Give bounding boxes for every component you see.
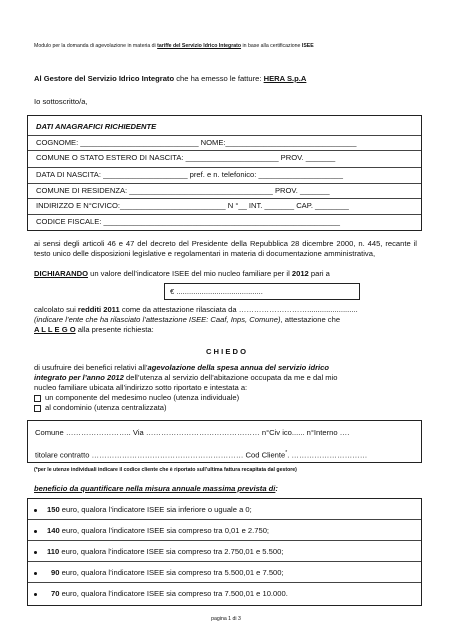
cognome-nome-field[interactable]: COGNOME: ____________________________ NOME:_______________________________ bbox=[36, 138, 357, 147]
divider bbox=[28, 561, 421, 562]
divider bbox=[28, 214, 421, 215]
data-nascita-field[interactable]: DATA DI NASCITA: ____________________ pref. e n. telefonico: ____________________ bbox=[36, 170, 343, 179]
codice-fiscale-field[interactable]: CODICE FISCALE: ________________________________________________________ bbox=[36, 217, 341, 226]
recipient-line: Al Gestore del Servizio Idrico Integrato che ha emesso le fatture: HERA S.p.A bbox=[34, 74, 307, 83]
chiedo-heading: C H I E D O bbox=[205, 347, 247, 356]
option-individuale[interactable]: un componente del medesimo nucleo (utenza individuale) bbox=[34, 393, 239, 403]
utenza-box bbox=[27, 420, 422, 463]
bullet-icon bbox=[34, 593, 37, 596]
declarant-text: Io sottoscritto/a, bbox=[34, 97, 88, 106]
bullet-icon bbox=[34, 551, 37, 554]
bullet-icon bbox=[34, 530, 37, 533]
comune-residenza-field[interactable]: COMUNE DI RESIDENZA: __________________________________ PROV. _______ bbox=[36, 186, 330, 195]
divider bbox=[28, 135, 421, 136]
page-number: pagina 1 di 3 bbox=[211, 616, 241, 622]
option-condominio[interactable]: al condominio (utenza centralizzata) bbox=[34, 403, 167, 413]
benefit-row: 110 euro, qualora l’indicatore ISEE sia compreso tra 2.750,01 e 5.500; bbox=[34, 547, 283, 557]
legal-paragraph: ai sensi degli articoli 46 e 47 del decreto del Presidente della Repubblica 28 dicembre 2000, n. 445, recante il testo unico delle disposizioni legislative e regolamentari in materia di documentazione amministrativa, bbox=[34, 239, 417, 258]
divider bbox=[28, 183, 421, 184]
dichiarando-line: DICHIARANDO un valore dell’indicatore ISEE del mio nucleo familiare per il 2012 pari a bbox=[34, 269, 330, 278]
form-header: Modulo per la domanda di agevolazione in materia di tariffe del Servizio Idrico Integrato in base alla certificazione ISEE bbox=[34, 43, 314, 49]
beneficio-heading: beneficio da quantificare nella misura annuale massima prevista di: bbox=[34, 484, 278, 493]
comune-via-field[interactable]: Comune …………………….. Via ……………………………………… n°Civ ico...... n°Interno …. bbox=[35, 428, 350, 437]
divider bbox=[28, 198, 421, 199]
divider bbox=[28, 582, 421, 583]
divider bbox=[28, 540, 421, 541]
checkbox-condominio[interactable] bbox=[34, 405, 41, 412]
redditi-line: calcolato sui redditi 2011 come da attestazione rilasciata da ………………………........................ bbox=[34, 305, 358, 314]
request-line-3: nucleo familiare ubicata all’indirizzo sotto riportato e intestata a: bbox=[34, 383, 248, 392]
benefit-row: 140 euro, qualora l’indicatore ISEE sia compreso tra 0,01 e 2.750; bbox=[34, 526, 269, 536]
divider bbox=[28, 150, 421, 151]
allego-line: A L L E G O alla presente richiesta: bbox=[34, 325, 154, 334]
comune-nascita-field[interactable]: COMUNE O STATO ESTERO DI NASCITA: ______________________ PROV. _______ bbox=[36, 153, 336, 162]
divider bbox=[28, 519, 421, 520]
anagrafica-title: DATI ANAGRAFICI RICHIEDENTE bbox=[36, 122, 157, 131]
divider bbox=[28, 167, 421, 168]
titolare-contratto-field[interactable]: titolare contratto …………………………………………………… Cod Cliente*. ………………………… bbox=[35, 450, 368, 460]
tariffe-link: tariffe del Servizio Idrico Integrato bbox=[157, 43, 242, 49]
footnote: (*per le utenze individuali indicare il codice cliente che è riportato sull’ultima fattura recapitata dal gestore) bbox=[34, 467, 297, 473]
request-line-1: di usufruire dei benefici relativi all’agevolazione della spesa annua del servizio idrico bbox=[34, 363, 330, 372]
indirizzo-field[interactable]: INDIRIZZO E N°CIVICO:_________________________ N °__ INT. _______ CAP. ________ bbox=[36, 201, 349, 210]
bullet-icon bbox=[34, 572, 37, 575]
benefit-row: 150 euro, qualora l’indicatore ISEE sia inferiore o uguale a 0; bbox=[34, 505, 252, 515]
isee-value-field: € ......................................... bbox=[170, 287, 263, 296]
company-name: HERA S.p.A bbox=[263, 74, 307, 83]
benefit-row: 90 euro, qualora l’indicatore ISEE sia compreso tra 5.500,01 e 7.500; bbox=[34, 568, 284, 578]
benefits-table bbox=[27, 498, 422, 606]
checkbox-individuale[interactable] bbox=[34, 395, 41, 402]
request-line-2: integrato per l’anno 2012 dell’utenza al servizio dell’abitazione occupata da me e dal mio bbox=[34, 373, 338, 382]
bullet-icon bbox=[34, 509, 37, 512]
ente-line: (indicare l’ente che ha rilasciato l’attestazione ISEE: Caaf, Inps, Comune), attestazione che bbox=[34, 315, 341, 324]
anagrafica-box bbox=[27, 115, 422, 231]
isee-value-box[interactable] bbox=[164, 283, 360, 300]
benefit-row: 70 euro, qualora l’indicatore ISEE sia compreso tra 7.500,01 e 10.000. bbox=[34, 589, 288, 599]
